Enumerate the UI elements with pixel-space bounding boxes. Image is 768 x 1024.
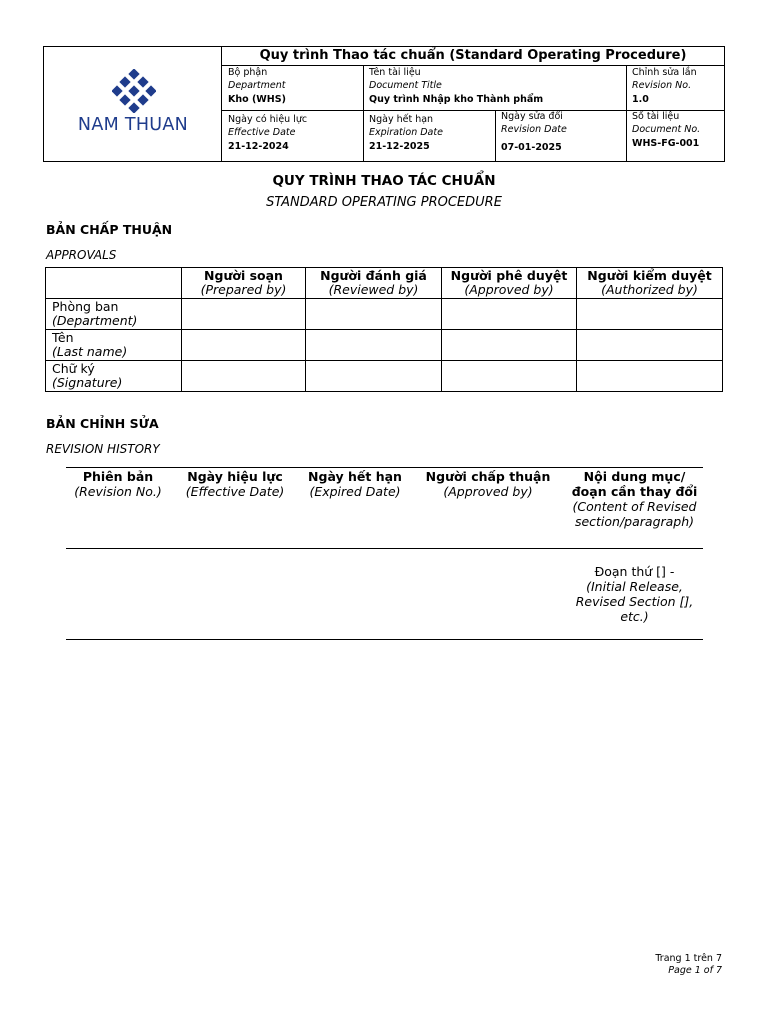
column-label-en: (Approved by)	[443, 484, 533, 499]
name-approved-field[interactable]	[442, 330, 577, 361]
nam-thuan-logo-icon	[112, 69, 156, 113]
expiration-date-label-en: Expiration Date	[369, 126, 443, 138]
name-reviewed-field[interactable]	[306, 330, 442, 361]
revision-no-label-en: Revision No.	[632, 79, 692, 91]
revision-no-cell	[626, 67, 724, 107]
document-no-label: Số tài liệu	[632, 111, 680, 122]
column-label: Nội dung mục/ đoạn cần thay đổi	[571, 469, 698, 499]
revision-date-cell	[495, 111, 626, 155]
column-header-prepared-by	[182, 268, 306, 299]
column-header-revised-content	[566, 468, 703, 549]
column-header-approved-by	[442, 268, 577, 299]
signature-authorized-field[interactable]	[577, 361, 723, 392]
document-no-value: WHS-FG-001	[632, 138, 700, 149]
page-number-en: Page 1 of 7	[668, 965, 722, 976]
department-value: Kho (WHS)	[228, 94, 286, 105]
approvals-subheading: APPROVALS	[46, 248, 117, 262]
column-label: Người kiểm duyệt	[587, 267, 712, 283]
row-label: Phòng ban	[52, 298, 119, 314]
revised-content-note: (Initial Release, Revised Section [], etc.)	[575, 579, 694, 624]
row-label: Chữ ký	[52, 360, 95, 376]
revised-content-text: Đoạn thứ [] -	[594, 564, 675, 579]
row-label-en: (Signature)	[52, 375, 123, 390]
column-label-en: (Expired Date)	[309, 484, 401, 499]
signature-approved-field[interactable]	[442, 361, 577, 392]
column-header-revision-no	[66, 468, 170, 549]
table-row	[66, 549, 703, 640]
logo-cell	[44, 47, 222, 161]
document-title-cell	[363, 67, 626, 107]
column-label-en: (Content of Revised section/paragraph)	[572, 499, 697, 529]
document-title-value: Quy trình Nhập kho Thành phẩm	[369, 94, 544, 105]
column-label: Người đánh giá	[320, 267, 427, 283]
department-cell	[222, 67, 363, 107]
column-label-en: (Reviewed by)	[328, 282, 419, 297]
revision-subheading: REVISION HISTORY	[46, 442, 160, 456]
document-no-label-en: Document No.	[632, 123, 701, 135]
expiration-date-cell	[363, 114, 495, 154]
column-header-effective-date	[170, 468, 300, 549]
revision-heading: BẢN CHỈNH SỬA	[46, 416, 159, 431]
column-label: Ngày hết hạn	[308, 469, 402, 484]
page-subtitle: STANDARD OPERATING PROCEDURE	[266, 195, 502, 210]
approvals-table	[45, 267, 723, 392]
table-row	[46, 330, 723, 361]
column-header-authorized-by	[577, 268, 723, 299]
expiration-date-value: 21-12-2025	[369, 141, 430, 152]
header-title: Quy trình Thao tác chuẩn (Standard Operating Procedure)	[222, 47, 724, 66]
department-reviewed-field[interactable]	[306, 299, 442, 330]
row-label-en: (Last name)	[52, 344, 128, 359]
page-number-vi: Trang 1 trên 7	[655, 953, 722, 964]
department-label: Bộ phận	[228, 67, 268, 78]
page-title: QUY TRÌNH THAO TÁC CHUẨN	[272, 173, 496, 189]
row-label-signature	[46, 361, 182, 392]
name-prepared-field[interactable]	[182, 330, 306, 361]
table-corner-cell	[46, 268, 182, 299]
table-header-row	[66, 468, 703, 549]
page-footer	[655, 953, 722, 977]
effective-date-label: Ngày có hiệu lực	[228, 114, 308, 125]
table-row	[46, 299, 723, 330]
expired-date-field[interactable]	[300, 549, 410, 640]
column-header-approved-by	[410, 468, 566, 549]
revision-date-label-en: Revision Date	[501, 123, 567, 135]
signature-reviewed-field[interactable]	[306, 361, 442, 392]
revised-content-cell[interactable]	[566, 549, 703, 640]
approved-by-field[interactable]	[410, 549, 566, 640]
logo-text: NAM THUAN	[77, 115, 189, 135]
row-label-last-name	[46, 330, 182, 361]
effective-date-cell	[222, 114, 363, 154]
department-prepared-field[interactable]	[182, 299, 306, 330]
revision-date-label: Ngày sửa đổi	[501, 111, 563, 122]
revision-no-field[interactable]	[66, 549, 170, 640]
column-label-en: (Prepared by)	[200, 282, 287, 297]
table-header-row	[46, 268, 723, 299]
column-label: Phiên bản	[82, 469, 154, 484]
column-header-reviewed-by	[306, 268, 442, 299]
document-no-cell	[626, 111, 724, 151]
approvals-heading: BẢN CHẤP THUẬN	[46, 222, 173, 237]
column-label: Người phê duyệt	[450, 267, 568, 283]
document-title-label: Tên tài liệu	[369, 67, 421, 78]
column-header-expired-date	[300, 468, 410, 549]
column-label-en: (Revision No.)	[74, 484, 162, 499]
effective-date-label-en: Effective Date	[228, 126, 296, 138]
signature-prepared-field[interactable]	[182, 361, 306, 392]
effective-date-value: 21-12-2024	[228, 141, 289, 152]
row-label-department	[46, 299, 182, 330]
column-label-en: (Approved by)	[464, 282, 554, 297]
row-label-en: (Department)	[52, 313, 138, 328]
department-approved-field[interactable]	[442, 299, 577, 330]
column-label-en: (Effective Date)	[185, 484, 285, 499]
column-label-en: (Authorized by)	[601, 282, 698, 297]
expiration-date-label: Ngày hết hạn	[369, 114, 434, 125]
revision-history-table	[66, 467, 703, 640]
department-authorized-field[interactable]	[577, 299, 723, 330]
revision-no-label: Chỉnh sửa lần	[632, 67, 697, 78]
table-row	[46, 361, 723, 392]
department-label-en: Department	[228, 79, 286, 91]
name-authorized-field[interactable]	[577, 330, 723, 361]
revision-no-value: 1.0	[632, 94, 649, 105]
row-label: Tên	[52, 329, 74, 345]
column-label: Người soạn	[204, 267, 283, 283]
effective-date-field[interactable]	[170, 549, 300, 640]
column-label: Ngày hiệu lực	[187, 469, 283, 484]
document-title-label-en: Document Title	[369, 79, 442, 91]
column-label: Người chấp thuận	[425, 469, 551, 484]
revision-date-value: 07-01-2025	[501, 142, 562, 153]
document-header	[43, 46, 725, 162]
